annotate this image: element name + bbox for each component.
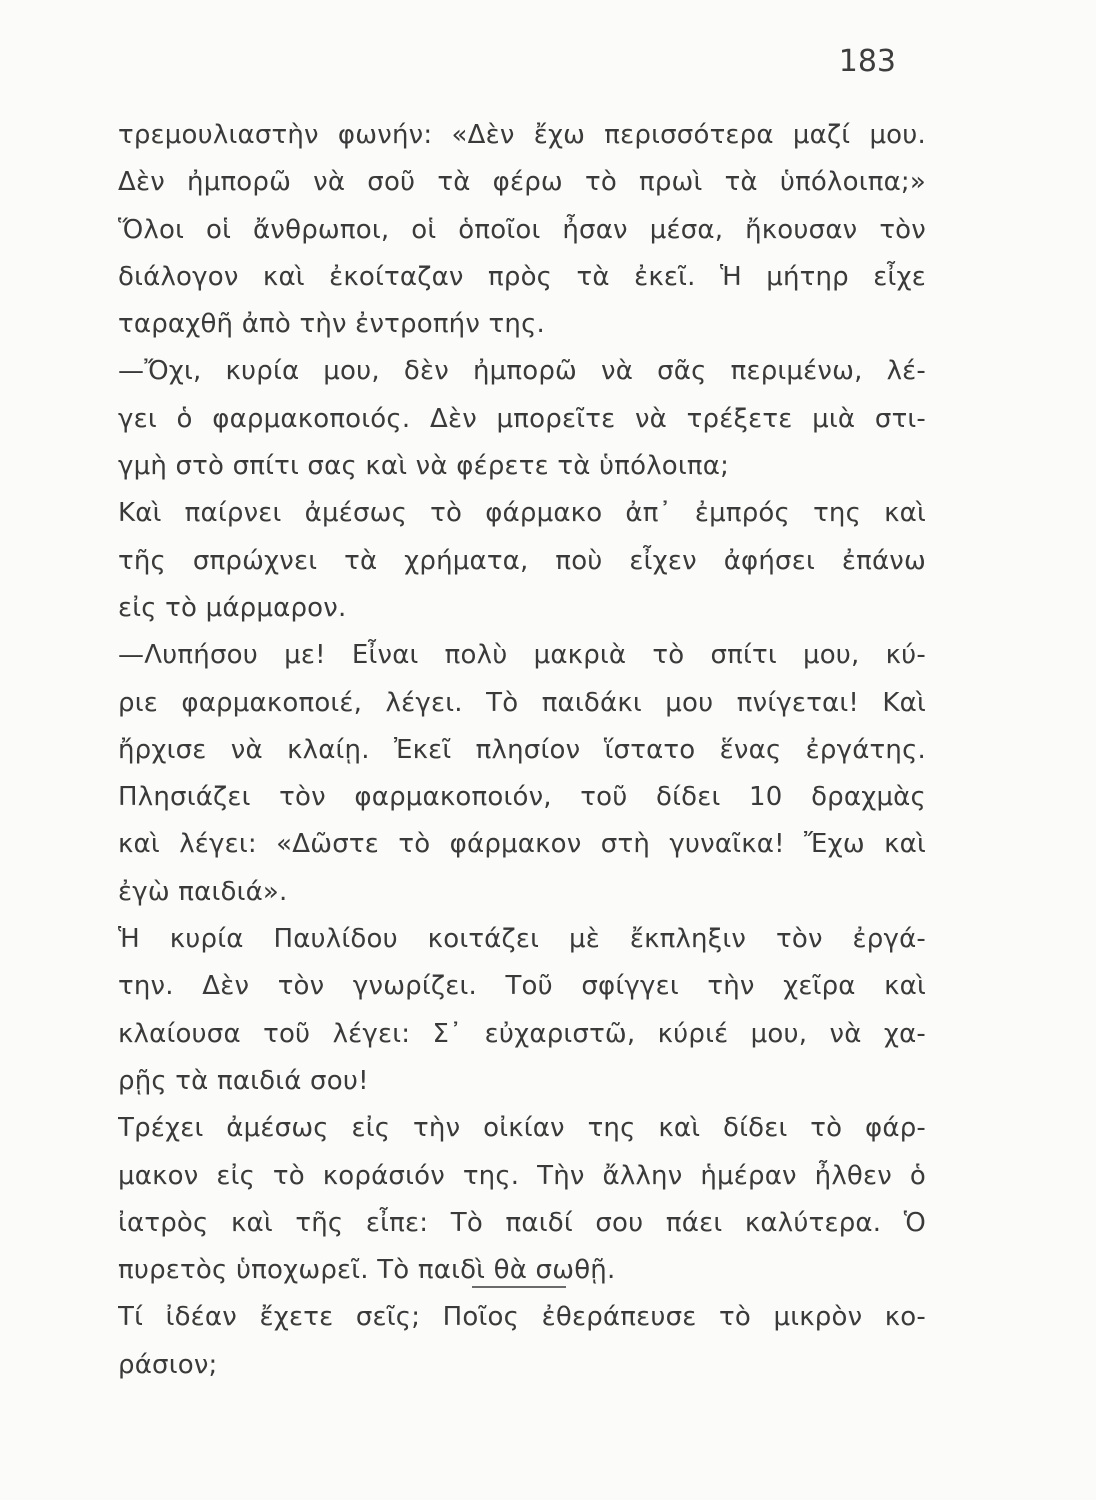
text-line: Τρέχει ἀμέσως εἰς τὴν οἰκίαν της καὶ δίδει τὸ φάρ- [118,1113,926,1144]
text-line: διάλογον καὶ ἐκοίταζαν πρὸς τὰ ἐκεῖ. Ἡ μήτηρ εἶχε [118,261,926,292]
text-line: Καὶ παίρνει ἀμέσως τὸ φάρμακο ἀπ᾽ ἐμπρός της καὶ [118,498,926,529]
text-line: την. Δὲν τὸν γνωρίζει. Τοῦ σφίγγει τὴν χεῖρα καὶ [118,971,926,1002]
text-line: Δὲν ἠμπορῶ νὰ σοῦ τὰ φέρω τὸ πρωὶ τὰ ὑπόλοιπα;» [118,167,926,198]
text-line: εἰς τὸ μάρμαρον. [118,592,347,623]
text-line: ταραχθῆ ἀπὸ τὴν ἐντροπήν της. [118,309,546,340]
text-line: ριε φαρμακοποιέ, λέγει. Τὸ παιδάκι μου πνίγεται! Καὶ [118,687,926,718]
text-line: —Ὄχι, κυρία μου, δὲν ἠμπορῶ νὰ σᾶς περιμένω, λέ- [118,356,926,387]
text-line: ράσιον; [118,1349,218,1380]
text-line: καὶ λέγει: «Δῶστε τὸ φάρμακον στὴ γυναῖκα! Ἔχω καὶ [118,829,926,860]
section-divider [472,1286,566,1288]
text-line: γει ὁ φαρμακοποιός. Δὲν μπορεῖτε νὰ τρέξετε μιὰ στι- [118,403,926,434]
text-line: τῆς σπρώχνει τὰ χρήματα, ποὺ εἶχεν ἀφήσει ἐπάνω [118,545,926,576]
text-line: Ὅλοι οἱ ἄνθρωποι, οἱ ὁποῖοι ἦσαν μέσα, ἤκουσαν τὸν [118,214,926,245]
text-line: κλαίουσα τοῦ λέγει: Σ᾽ εὐχαριστῶ, κύριέ μου, νὰ χα- [118,1018,926,1049]
text-line: ἐγὼ παιδιά». [118,876,288,907]
text-line: ἤρχισε νὰ κλαίῃ. Ἐκεῖ πλησίον ἵστατο ἕνας ἐργάτης. [118,734,926,765]
text-line: μακον εἰς τὸ κοράσιόν της. Τὴν ἄλλην ἡμέραν ἦλθεν ὁ [118,1160,926,1191]
text-line: —Λυπήσου με! Εἶναι πολὺ μακριὰ τὸ σπίτι μου, κύ- [118,640,926,671]
page-number: 183 [838,44,896,79]
body-text [118,112,926,1389]
text-line: γμὴ στὸ σπίτι σας καὶ νὰ φέρετε τὰ ὑπόλοιπα; [118,451,730,482]
text-line: Τί ἰδέαν ἔχετε σεῖς; Ποῖος ἐθεράπευσε τὸ μικρὸν κο- [118,1302,926,1333]
text-line: Ἡ κυρία Παυλίδου κοιτάζει μὲ ἔκπληξιν τὸν ἐργά- [118,924,926,955]
text-line: Πλησιάζει τὸν φαρμακοποιόν, τοῦ δίδει 10 δραχμὰς [118,782,926,813]
text-line: ἰατρὸς καὶ τῆς εἶπε: Τὸ παιδί σου πάει καλύτερα. Ὁ [118,1207,926,1238]
text-line: τρεμουλιαστὴν φωνήν: «Δὲν ἔχω περισσότερα μαζί μου. [118,120,926,150]
text-line: ρῇς τὰ παιδιά σου! [118,1065,369,1096]
text-line: πυρετὸς ὑποχωρεῖ. Τὸ παιδὶ θὰ σωθῇ. [118,1255,616,1286]
